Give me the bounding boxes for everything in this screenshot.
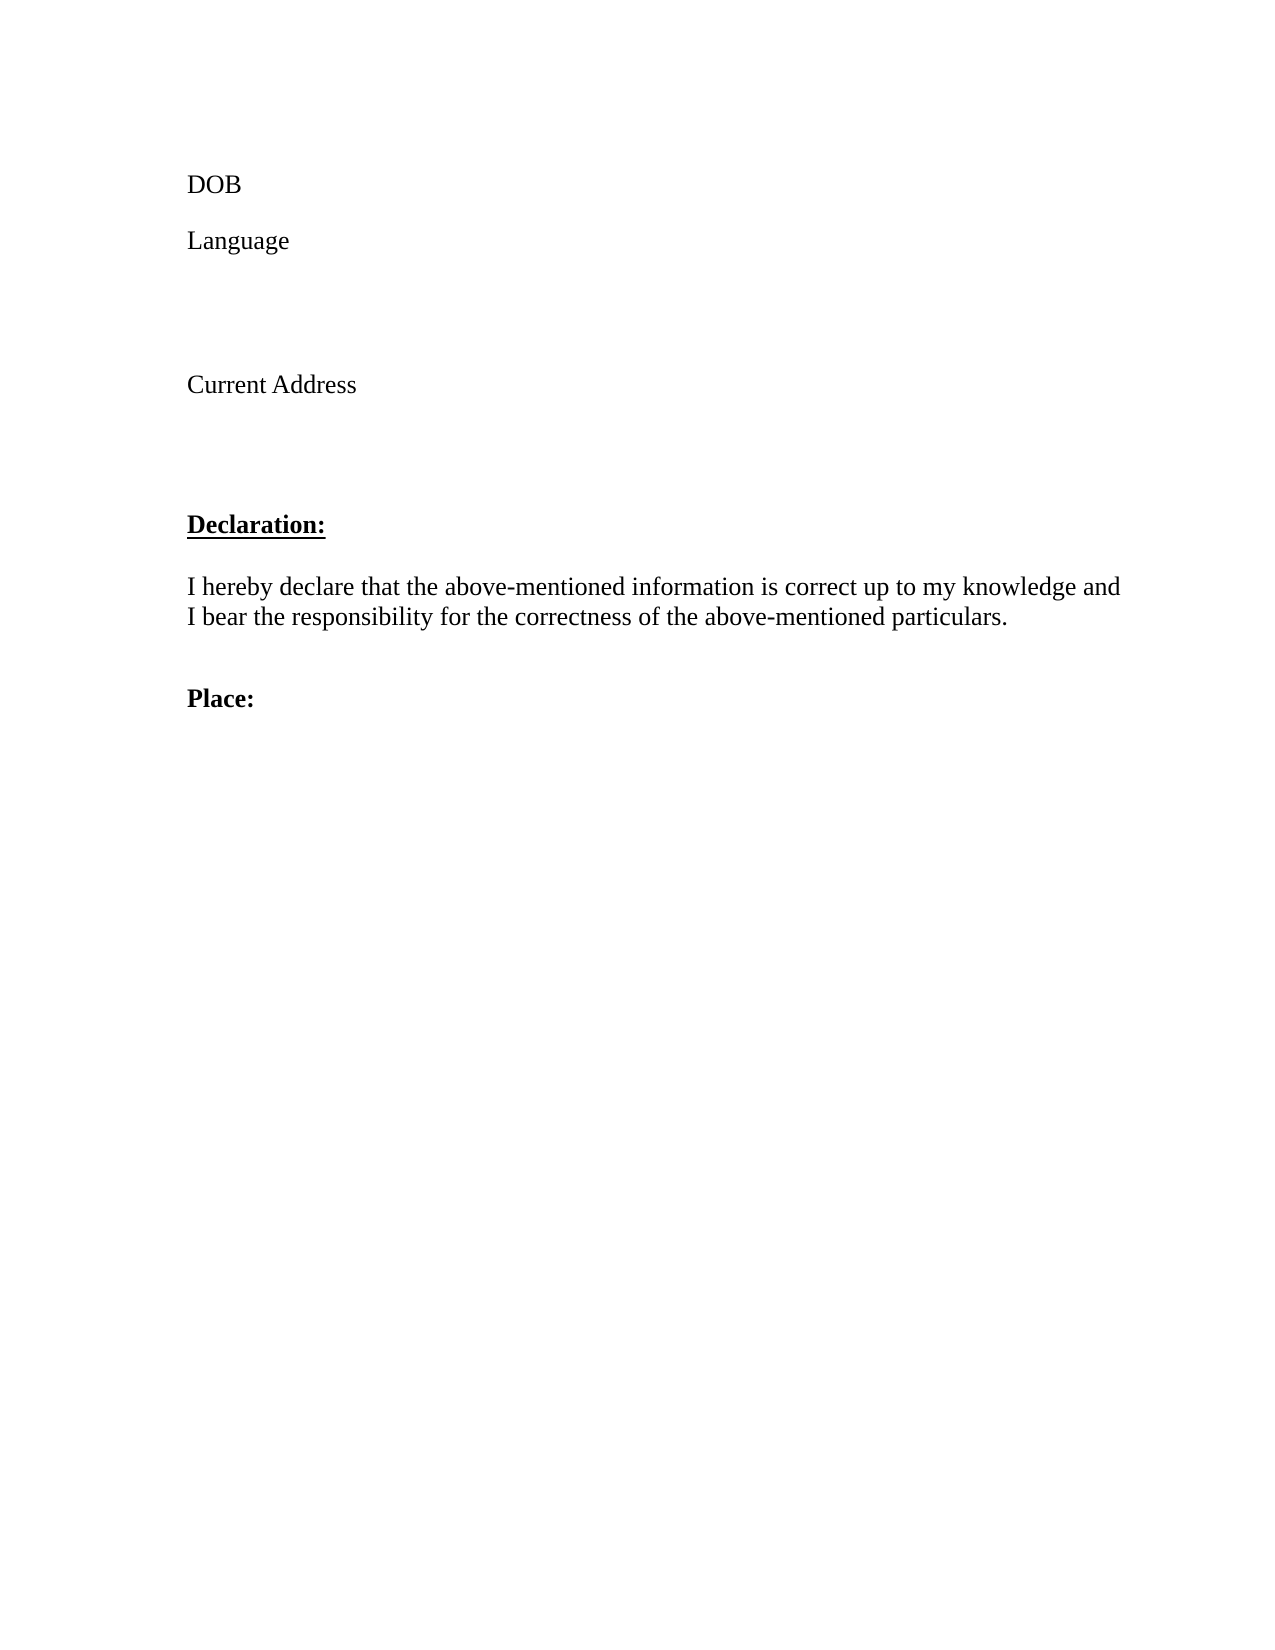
place-field-label: Place: [187, 684, 255, 713]
declaration-paragraph-line-2: I bear the responsibility for the correctness of the above-mentioned particulars. [187, 602, 1008, 631]
declaration-paragraph [187, 572, 1121, 632]
declaration-heading: Declaration: [187, 510, 326, 539]
declaration-paragraph-line-1: I hereby declare that the above-mentioned information is correct up to my knowledge and [187, 572, 1121, 601]
current-address-field-label: Current Address [187, 370, 357, 399]
dob-field-label: DOB [187, 170, 242, 199]
language-field-label: Language [187, 226, 290, 255]
